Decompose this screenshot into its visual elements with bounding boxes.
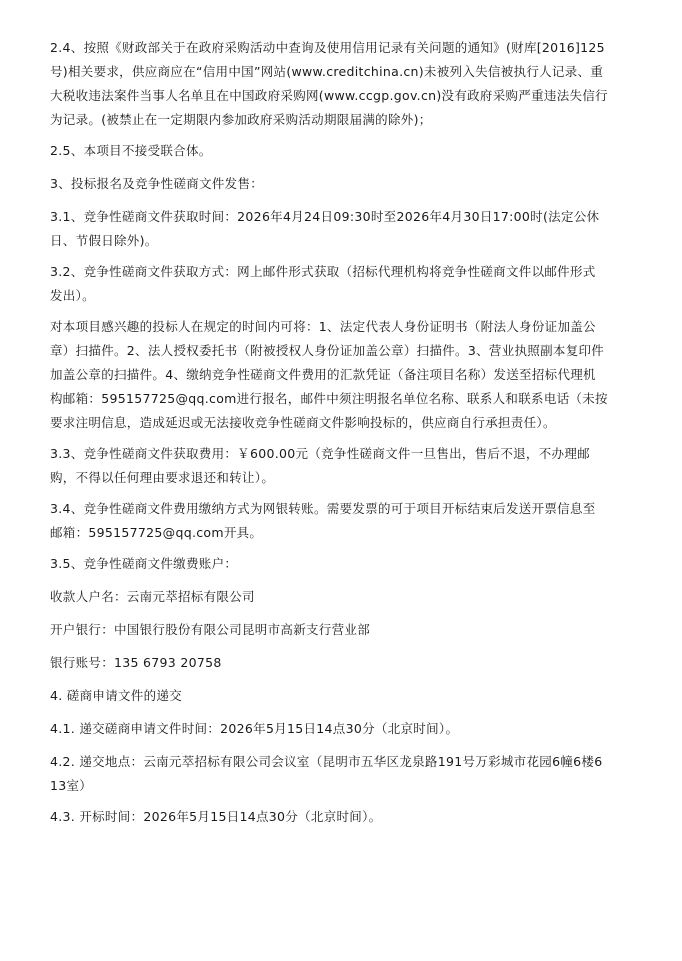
paragraph-account-number: 银行账号：135 6793 20758	[50, 655, 222, 670]
section-heading-submission: 4. 磋商申请文件的递交	[50, 688, 182, 703]
paragraph-acquisition-method: 3.2、竞争性磋商文件获取方式：网上邮件形式获取（招标代理机构将竞争性磋商文件以邮件形式发出）。	[50, 264, 596, 303]
paragraph-bank-name: 开户银行：中国银行股份有限公司昆明市高新支行营业部	[50, 622, 371, 637]
paragraph-payment-account-heading: 3.5、竞争性磋商文件缴费账户：	[50, 556, 238, 571]
paragraph-acquisition-time: 3.1、竞争性磋商文件获取时间：2026年4月24日09:30时至2026年4月30日17:00时(法定公休日、节假日除外)。	[50, 209, 600, 248]
paragraph-submission-location: 4.2. 递交地点：云南元萃招标有限公司会议室（昆明市五华区龙泉路191号万彩城市花园6幢6楼613室）	[50, 754, 603, 793]
paragraph-registration-materials: 对本项目感兴趣的投标人在规定的时间内可将：1、法定代表人身份证明书（附法人身份证加盖公章）扫描件。2、法人授权委托书（附被授权人身份证加盖公章）扫描件。3、营业执照副本复印件加盖公章的扫描件。4、缴纳竞争性磋商文件费用的汇款凭证（备注项目名称）发送至招标代理机构邮箱：595157725@qq.com进行报名，邮件中须注明报名单位名称、联系人和联系电话（未按要求注明信息，造成延迟或无法接收竞争性磋商文件影响投标的，供应商自行承担责任）。	[50, 319, 608, 430]
paragraph-document-fee: 3.3、竞争性磋商文件获取费用：￥600.00元（竞争性磋商文件一旦售出，售后不退，不办理邮购，不得以任何理由要求退还和转让）。	[50, 446, 590, 485]
paragraph-credit-requirement: 2.4、按照《财政部关于在政府采购活动中查询及使用信用记录有关问题的通知》(财库[2016]125号)相关要求，供应商应在“信用中国”网站(www.creditchina.cn)未被列入失信被执行人记录、重大税收违法案件当事人名单且在中国政府采购网(www.ccgp.gov.cn)没有政府采购严重违法失信行为记录。(被禁止在一定期限内参加政府采购活动期限届满的除外)；	[50, 40, 608, 127]
paragraph-payment-method: 3.4、竞争性磋商文件费用缴纳方式为网银转账。需要发票的可于项目开标结束后发送开票信息至邮箱：595157725@qq.com开具。	[50, 501, 596, 540]
paragraph-opening-time: 4.3. 开标时间：2026年5月15日14点30分（北京时间）。	[50, 809, 382, 824]
paragraph-no-consortium: 2.5、本项目不接受联合体。	[50, 143, 212, 158]
paragraph-account-name: 收款人户名：云南元萃招标有限公司	[50, 589, 255, 604]
section-heading-registration: 3、投标报名及竞争性磋商文件发售：	[50, 176, 264, 191]
paragraph-submission-time: 4.1. 递交磋商申请文件时间：2026年5月15日14点30分（北京时间）。	[50, 721, 459, 736]
